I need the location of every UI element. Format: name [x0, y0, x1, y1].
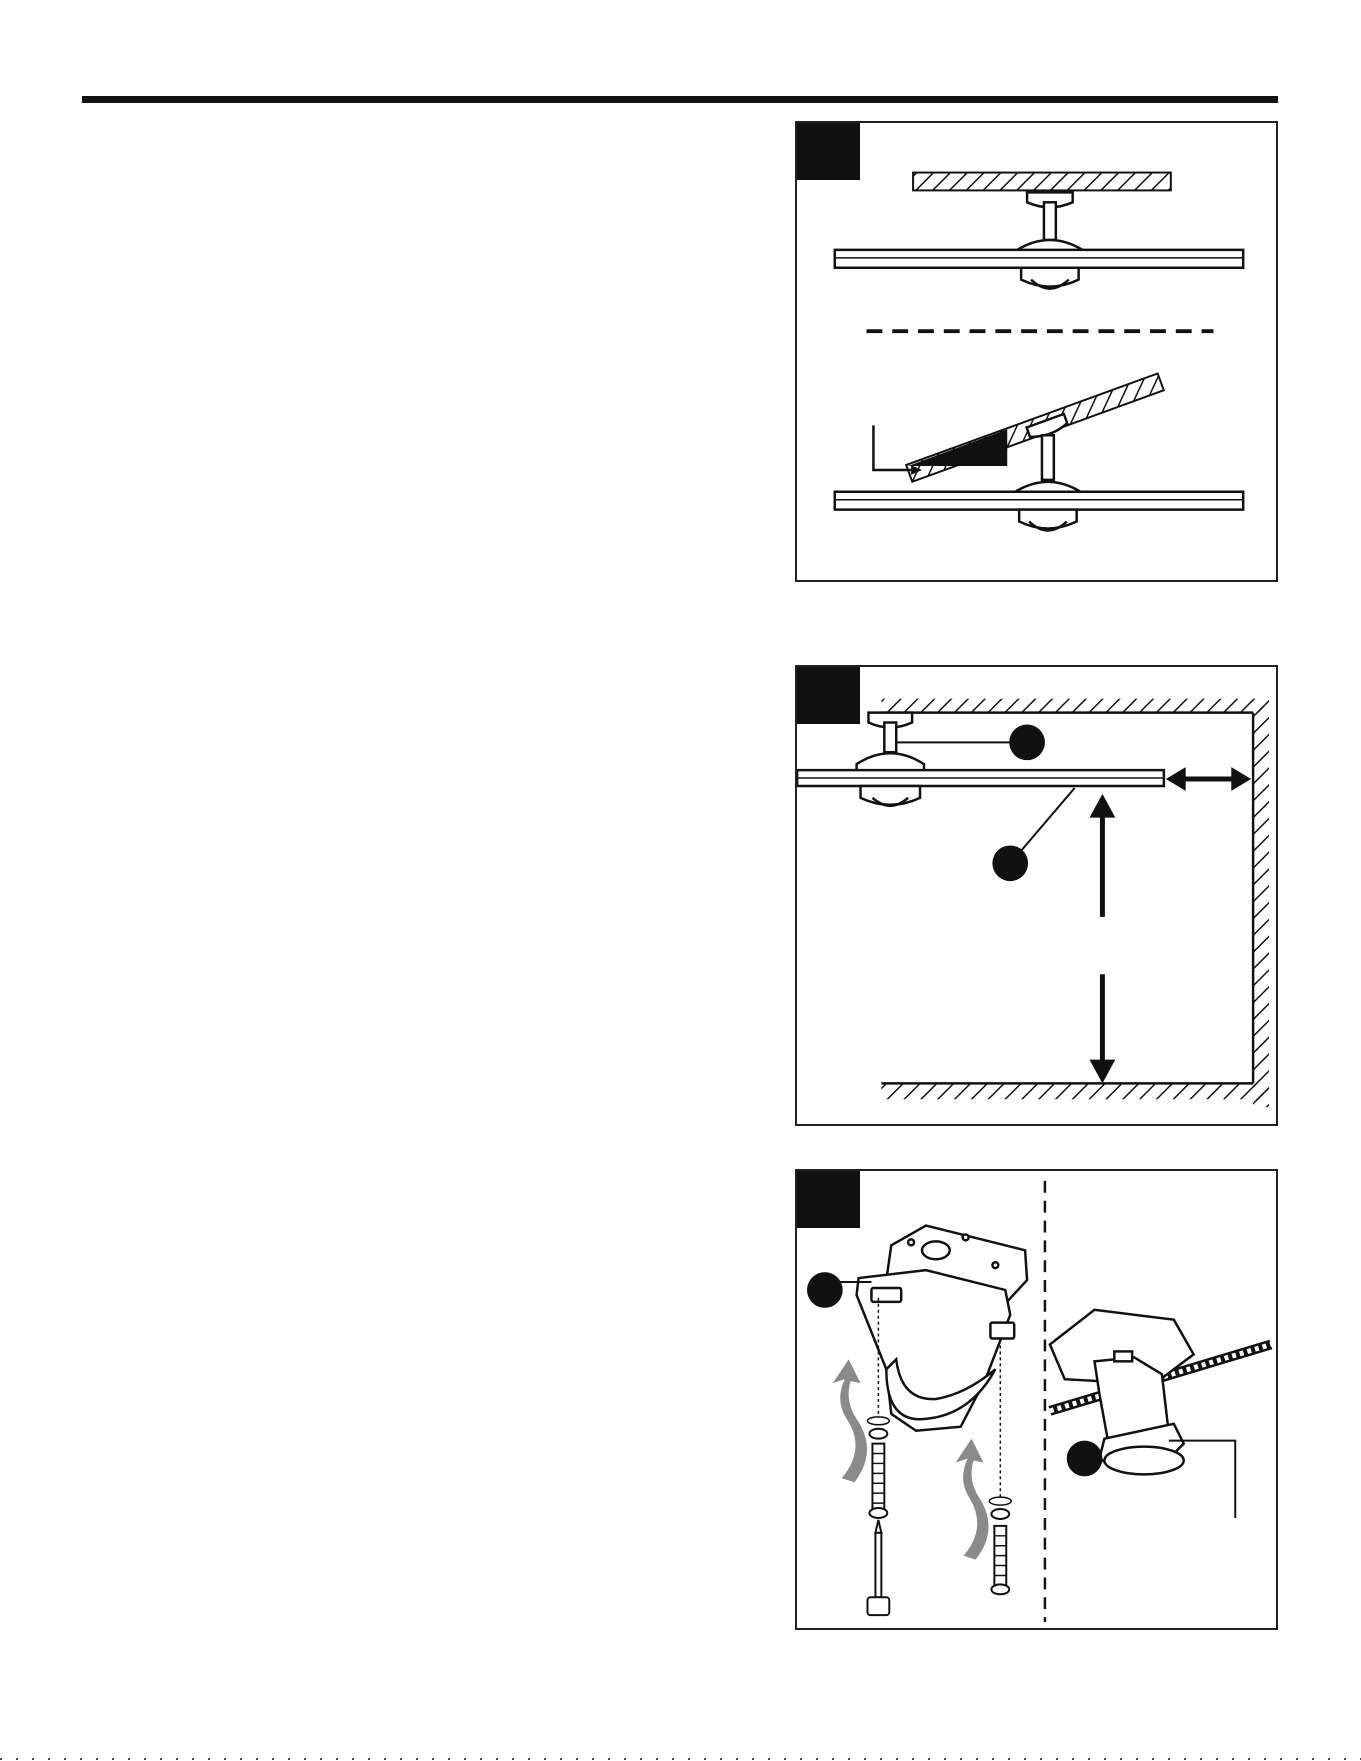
figure-panel-3 — [795, 1169, 1278, 1630]
screwdriver-icon — [867, 1520, 889, 1615]
clearance-diagram — [797, 667, 1276, 1124]
screw-icon — [991, 1526, 1009, 1594]
room-ceiling-hatch — [881, 699, 1264, 713]
vertical-clearance-arrow-down — [1090, 974, 1116, 1083]
ceiling-fan-icon — [835, 192, 1243, 288]
bottom-edge-marks — [0, 1757, 1361, 1761]
callout-dot-icon — [1067, 1441, 1103, 1477]
curved-arrow-icon — [833, 1359, 867, 1482]
ceiling-fan-icon — [797, 713, 1164, 806]
outlet-box-mounting-diagram — [797, 1171, 1276, 1628]
outlet-box-icon — [857, 1226, 1028, 1431]
vertical-clearance-arrow-up — [1090, 794, 1116, 917]
room-floor-hatch — [881, 1083, 1269, 1099]
flat-and-sloped-ceiling-diagram — [797, 123, 1276, 580]
ceiling-fan-sloped-icon — [835, 414, 1243, 531]
callout-dot-icon — [807, 1272, 843, 1308]
screw-icon — [869, 1444, 887, 1518]
figure-panel-2 — [795, 665, 1278, 1126]
figure-panel-1 — [795, 121, 1278, 582]
callout-dot-icon — [992, 845, 1028, 881]
header-rule — [82, 96, 1278, 103]
room-wall-hatch — [1253, 699, 1269, 1107]
double-arrow-icon — [1166, 767, 1251, 791]
curved-arrow-icon — [956, 1439, 989, 1560]
flat-ceiling-hatch — [913, 173, 1171, 191]
callout-dot-icon — [1009, 724, 1045, 760]
